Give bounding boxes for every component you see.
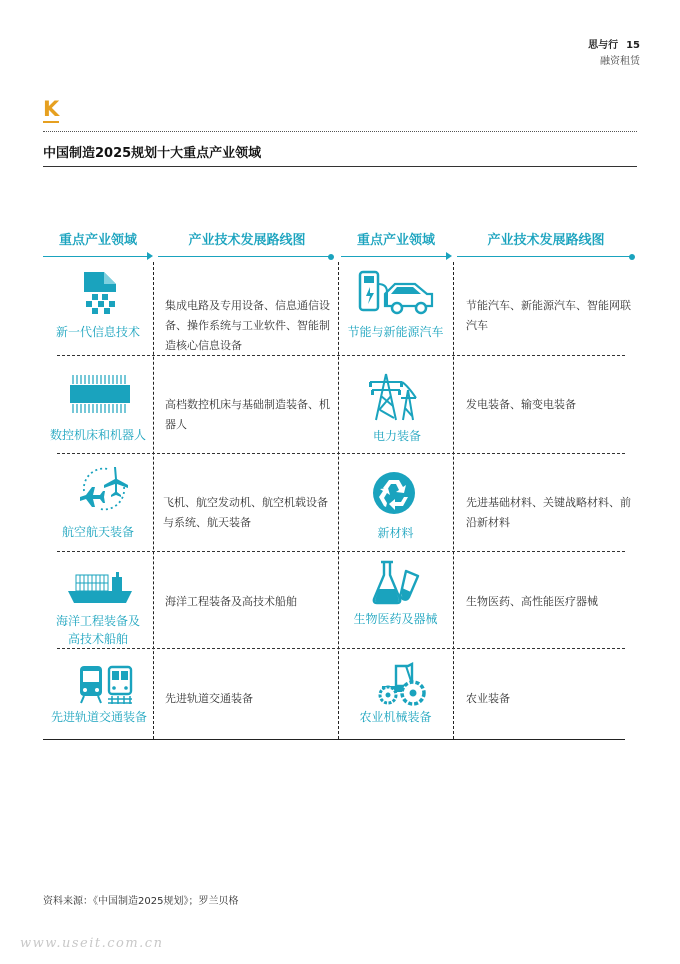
dotted-divider — [43, 131, 637, 132]
column-header-left-field: 重点产业领域 — [58, 233, 137, 248]
power-tower-icon — [368, 372, 420, 422]
category-new-energy-vehicles: 节能与新能源汽车 — [347, 325, 444, 339]
lab-flask-icon — [371, 559, 421, 605]
desc-agricultural-machinery: 农业装备 — [466, 692, 510, 705]
grid-vertical-line-3 — [453, 262, 454, 739]
column-header-left-roadmap: 产业技术发展路线图 — [188, 233, 306, 248]
page-number: 15 — [626, 40, 640, 51]
column-arrow-4 — [457, 256, 632, 257]
train-icon — [78, 664, 134, 704]
page-title: 中国制造2025规划十大重点产业领域 — [43, 146, 262, 161]
tractor-icon — [376, 662, 428, 706]
information-technology-icon — [82, 270, 118, 314]
desc-new-energy-vehicles: 节能汽车、新能源汽车、智能网联汽车 — [466, 299, 631, 332]
category-power-equipment: 电力装备 — [372, 429, 421, 443]
category-rail-transit: 先进轨道交通装备 — [50, 710, 147, 724]
title-divider — [43, 166, 637, 167]
category-new-it: 新一代信息技术 — [55, 325, 140, 339]
cnc-chip-icon — [70, 374, 130, 414]
desc-rail-transit: 先进轨道交通装备 — [165, 692, 253, 705]
desc-power-equipment: 发电装备、输变电装备 — [466, 398, 576, 411]
grid-vertical-line-1 — [153, 262, 154, 739]
desc-aerospace: 飞机、航空发动机、航空机载设备与系统、航天装备 — [163, 496, 328, 529]
category-marine-line2: 高技术船舶 — [67, 632, 128, 646]
grid-row-divider-3 — [57, 551, 625, 552]
desc-biomedicine: 生物医药、高性能医疗器械 — [466, 595, 598, 608]
category-new-materials: 新材料 — [377, 526, 414, 540]
column-header-right-field: 重点产业领域 — [356, 233, 435, 248]
column-arrow-2 — [158, 256, 331, 257]
desc-new-it: 集成电路及专用设备、信息通信设备、操作系统与工业软件、智能制造核心信息设备 — [165, 299, 330, 352]
recycle-icon — [372, 471, 416, 515]
column-header-right-roadmap: 产业技术发展路线图 — [487, 233, 605, 248]
logo-letter: K — [43, 97, 60, 121]
desc-new-materials: 先进基础材料、关键战略材料、前沿新材料 — [466, 496, 631, 529]
watermark: www.useit.com.cn — [20, 936, 164, 951]
airplane-icon — [78, 463, 130, 515]
category-agricultural-machinery: 农业机械装备 — [359, 710, 432, 724]
publication-name: 思与行 — [588, 40, 619, 51]
category-marine-engineering — [43, 612, 153, 648]
cargo-ship-icon — [68, 571, 132, 605]
category-cnc-robots: 数控机床和机器人 — [49, 428, 146, 442]
grid-row-divider-2 — [57, 453, 625, 454]
category-biomedicine: 生物医药及器械 — [353, 612, 438, 626]
category-marine-line1: 海洋工程装备及 — [55, 614, 140, 628]
table-bottom-rule — [43, 739, 625, 740]
section-name: 融资租赁 — [600, 56, 640, 67]
desc-marine-engineering: 海洋工程装备及高技术船舶 — [165, 595, 297, 608]
desc-cnc-robots: 高档数控机床与基础制造装备、机器人 — [165, 398, 330, 431]
category-aerospace: 航空航天装备 — [61, 525, 134, 539]
grid-row-divider-1 — [57, 355, 625, 356]
electric-car-icon — [357, 270, 435, 318]
publication-title — [560, 36, 640, 51]
grid-row-divider-4 — [57, 648, 625, 649]
source-note: 资料来源：《中国制造2025规划》；罗兰贝格 — [43, 896, 239, 907]
column-arrow-3 — [341, 256, 450, 257]
column-arrow-1 — [43, 256, 151, 257]
